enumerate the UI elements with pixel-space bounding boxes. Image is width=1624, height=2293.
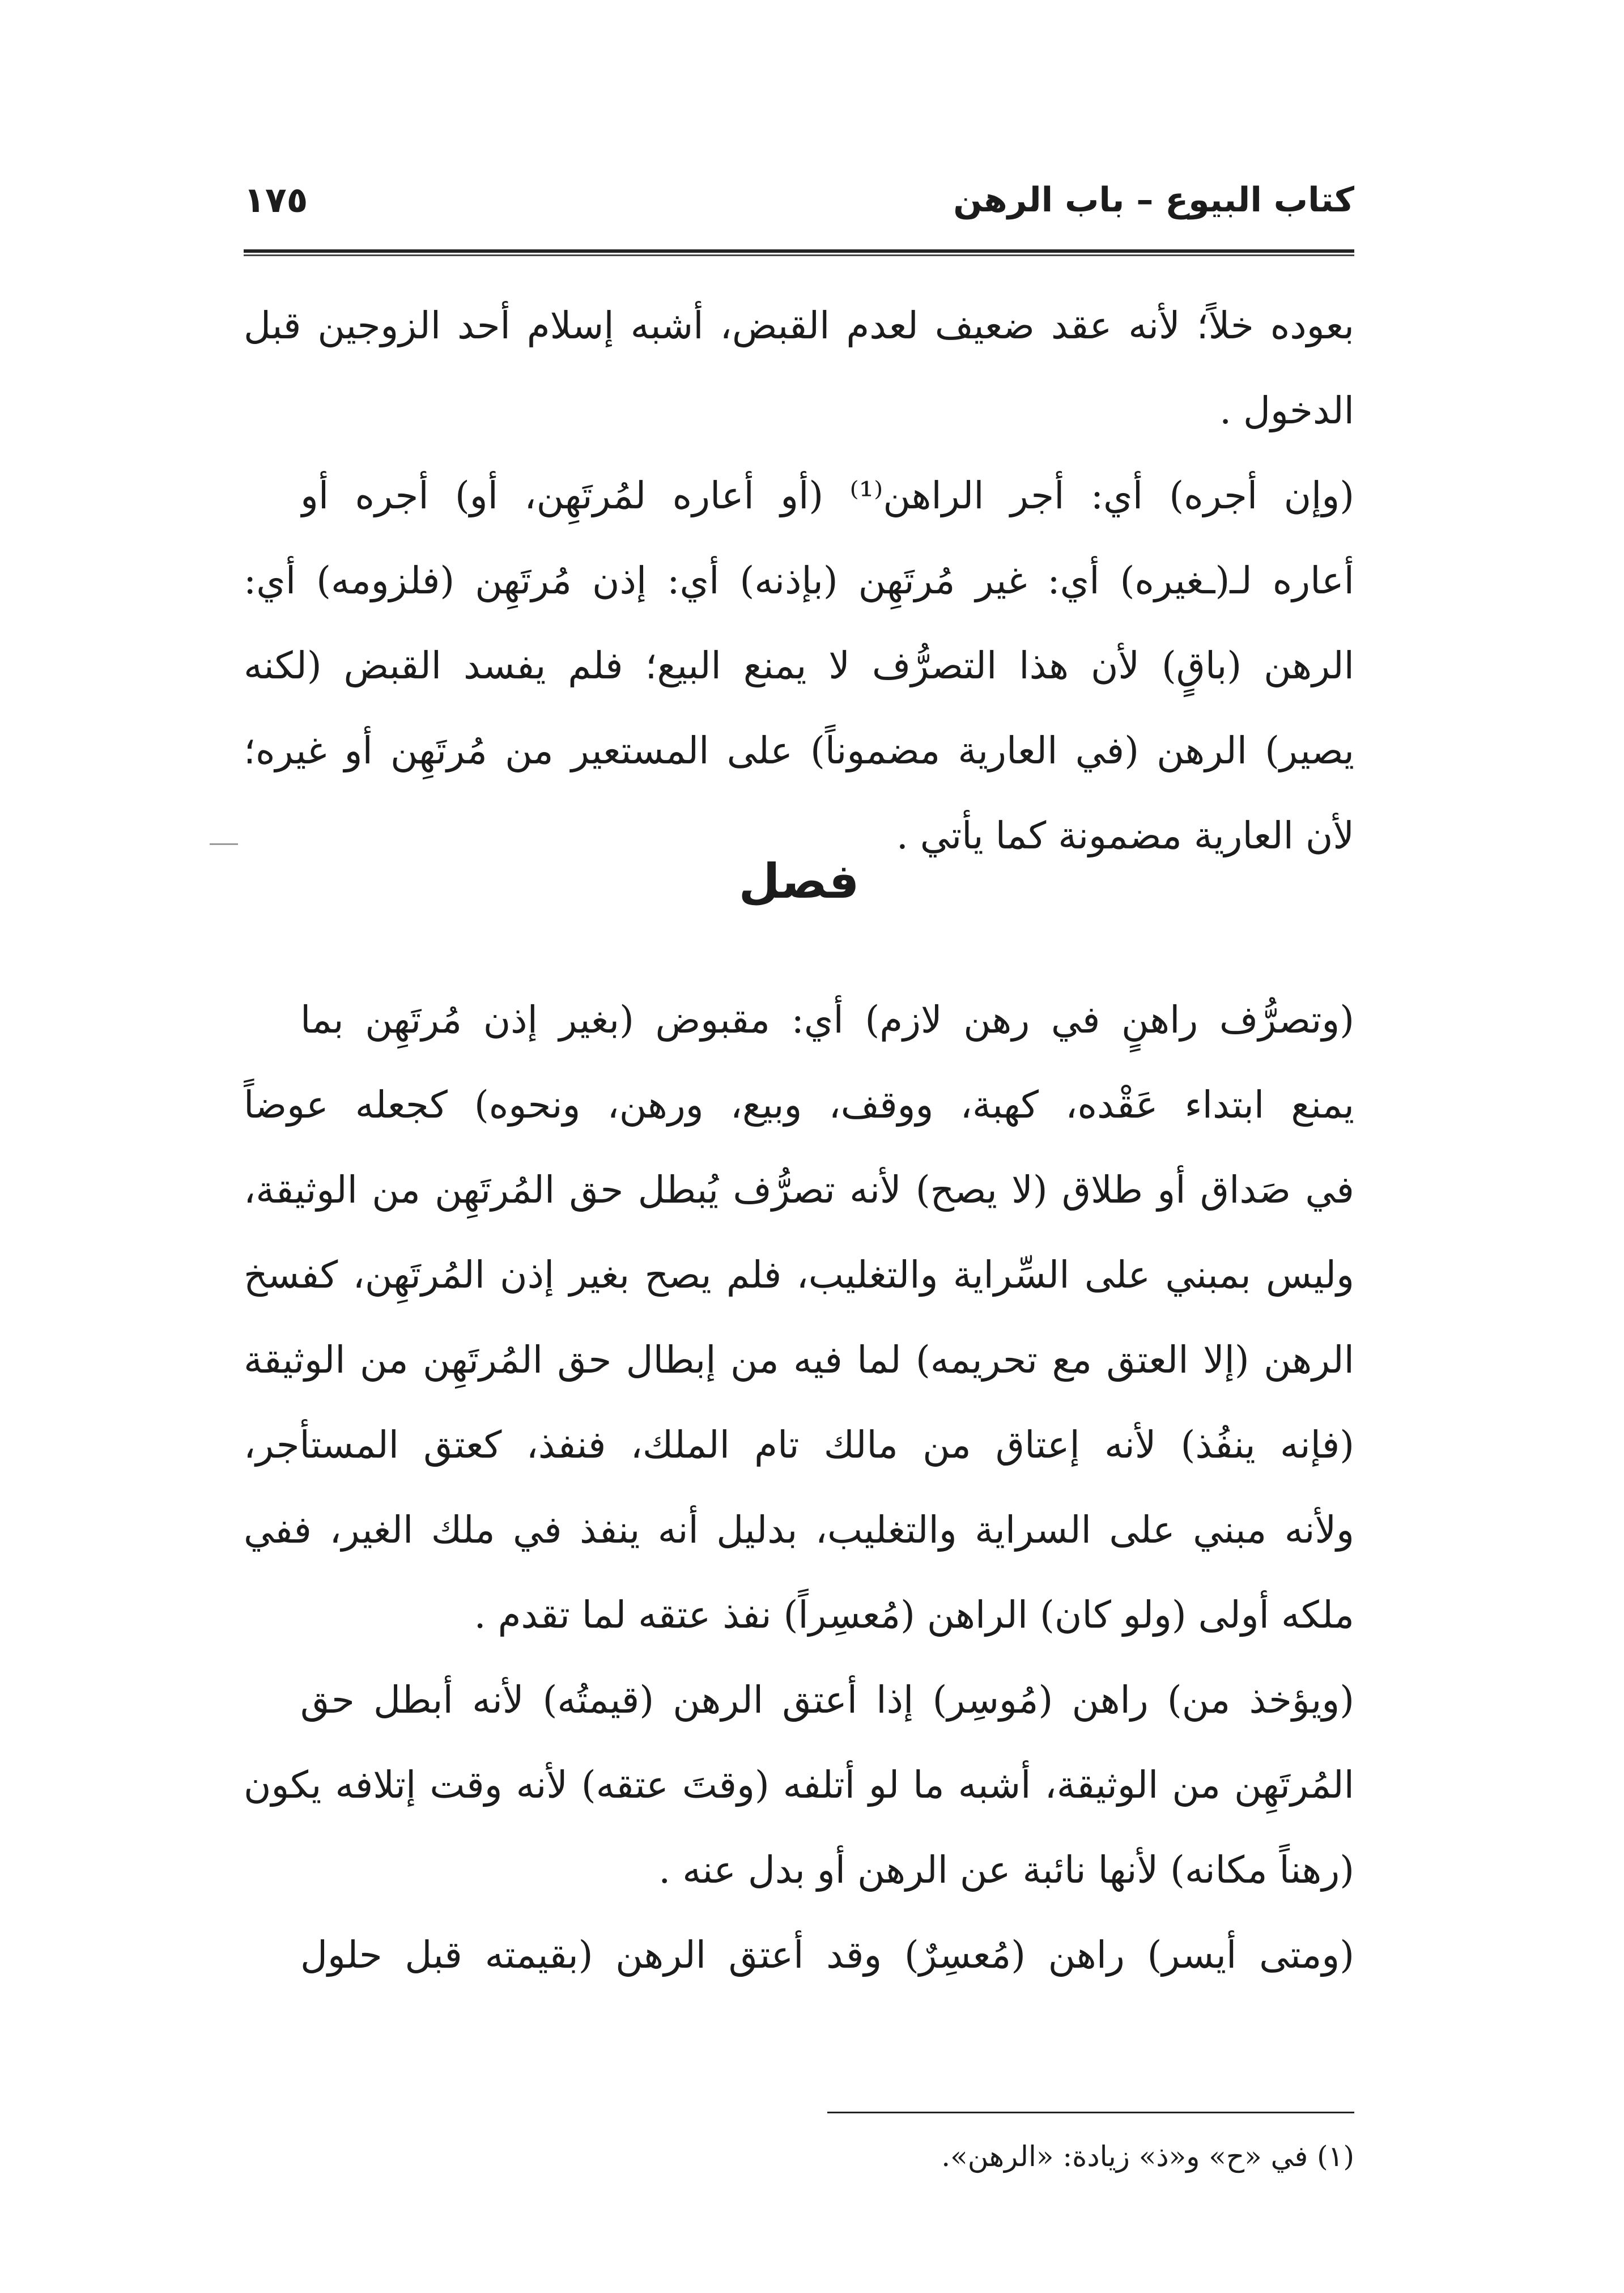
text-line: (فإنه ينفُذ) لأنه إعتاق من مالك تام الملك، فنفذ، كعتق المستأجر، bbox=[244, 1423, 1354, 1467]
header-rule bbox=[244, 249, 1354, 256]
text-line: (وإن أجره) أي: أجر الراهن⁽¹⁾ (أو أعاره لمُرتَهِن، أو) أجره أو bbox=[300, 474, 1354, 517]
section-heading: فصل bbox=[738, 853, 860, 909]
text-line: (وتصرُّف راهنٍ في رهن لازم) أي: مقبوض (بغير إذن مُرتَهِن بما bbox=[300, 998, 1354, 1042]
text-line: أعاره لـ(ـغيره) أي: غير مُرتَهِن (بإذنه) أي: إذن مُرتَهِن (فلزومه) أي: bbox=[244, 559, 1354, 602]
page-number: ١٧٥ bbox=[244, 179, 308, 220]
text-line: وليس بمبني على السِّراية والتغليب، فلم يصح بغير إذن المُرتَهِن، كفسخ bbox=[244, 1253, 1354, 1297]
text-line: ولأنه مبني على السراية والتغليب، بدليل أنه ينفذ في ملك الغير، ففي bbox=[244, 1508, 1354, 1552]
text-line: بعوده خلاً؛ لأنه عقد ضعيف لعدم القبض، أشبه إسلام أحد الزوجين قبل bbox=[244, 304, 1354, 347]
margin-mark bbox=[210, 843, 238, 845]
text-line: المُرتَهِن من الوثيقة، أشبه ما لو أتلفه (وقتَ عتقه) لأنه وقت إتلافه يكون bbox=[244, 1763, 1354, 1807]
text-line: في صَداق أو طلاق (لا يصح) لأنه تصرُّف يُبطل حق المُرتَهِن من الوثيقة، bbox=[244, 1168, 1354, 1212]
footnote-rule bbox=[827, 2112, 1354, 2113]
text-line: (رهناً مكانه) لأنها نائبة عن الرهن أو بدل عنه . bbox=[658, 1848, 1354, 1892]
text-line: يمنع ابتداء عَقْده، كهبة، ووقف، وبيع، ورهن، ونحوه) كجعله عوضاً bbox=[244, 1083, 1354, 1127]
text-line: لأن العارية مضمونة كما يأتي . bbox=[896, 814, 1354, 857]
text-line: ملكه أولى (ولو كان) الراهن (مُعسِراً) نفذ عتقه لما تقدم . bbox=[474, 1593, 1354, 1637]
text-line: يصير) الرهن (في العارية مضموناً) على المستعير من مُرتَهِن أو غيره؛ bbox=[244, 729, 1354, 772]
text-line: (ومتى أيسر) راهن (مُعسِرٌ) وقد أعتق الرهن (بقيمته قبل حلول bbox=[300, 1933, 1354, 1977]
text-line: الدخول . bbox=[1219, 389, 1354, 432]
text-line: الرهن (إلا العتق مع تحريمه) لما فيه من إبطال حق المُرتَهِن من الوثيقة bbox=[244, 1338, 1354, 1382]
footnote: (١) في «ح» و«ذ» زيادة: «الرهن». bbox=[941, 2140, 1354, 2173]
text-line: (ويؤخذ من) راهن (مُوسِر) إذا أعتق الرهن (قيمتُه) لأنه أبطل حق bbox=[300, 1678, 1354, 1722]
chapter-title: كتاب البيوع – باب الرهن bbox=[953, 180, 1354, 220]
text-line: الرهن (باقٍ) لأن هذا التصرُّف لا يمنع البيع؛ فلم يفسد القبض (لكنه bbox=[244, 644, 1354, 687]
running-header bbox=[244, 180, 1354, 220]
